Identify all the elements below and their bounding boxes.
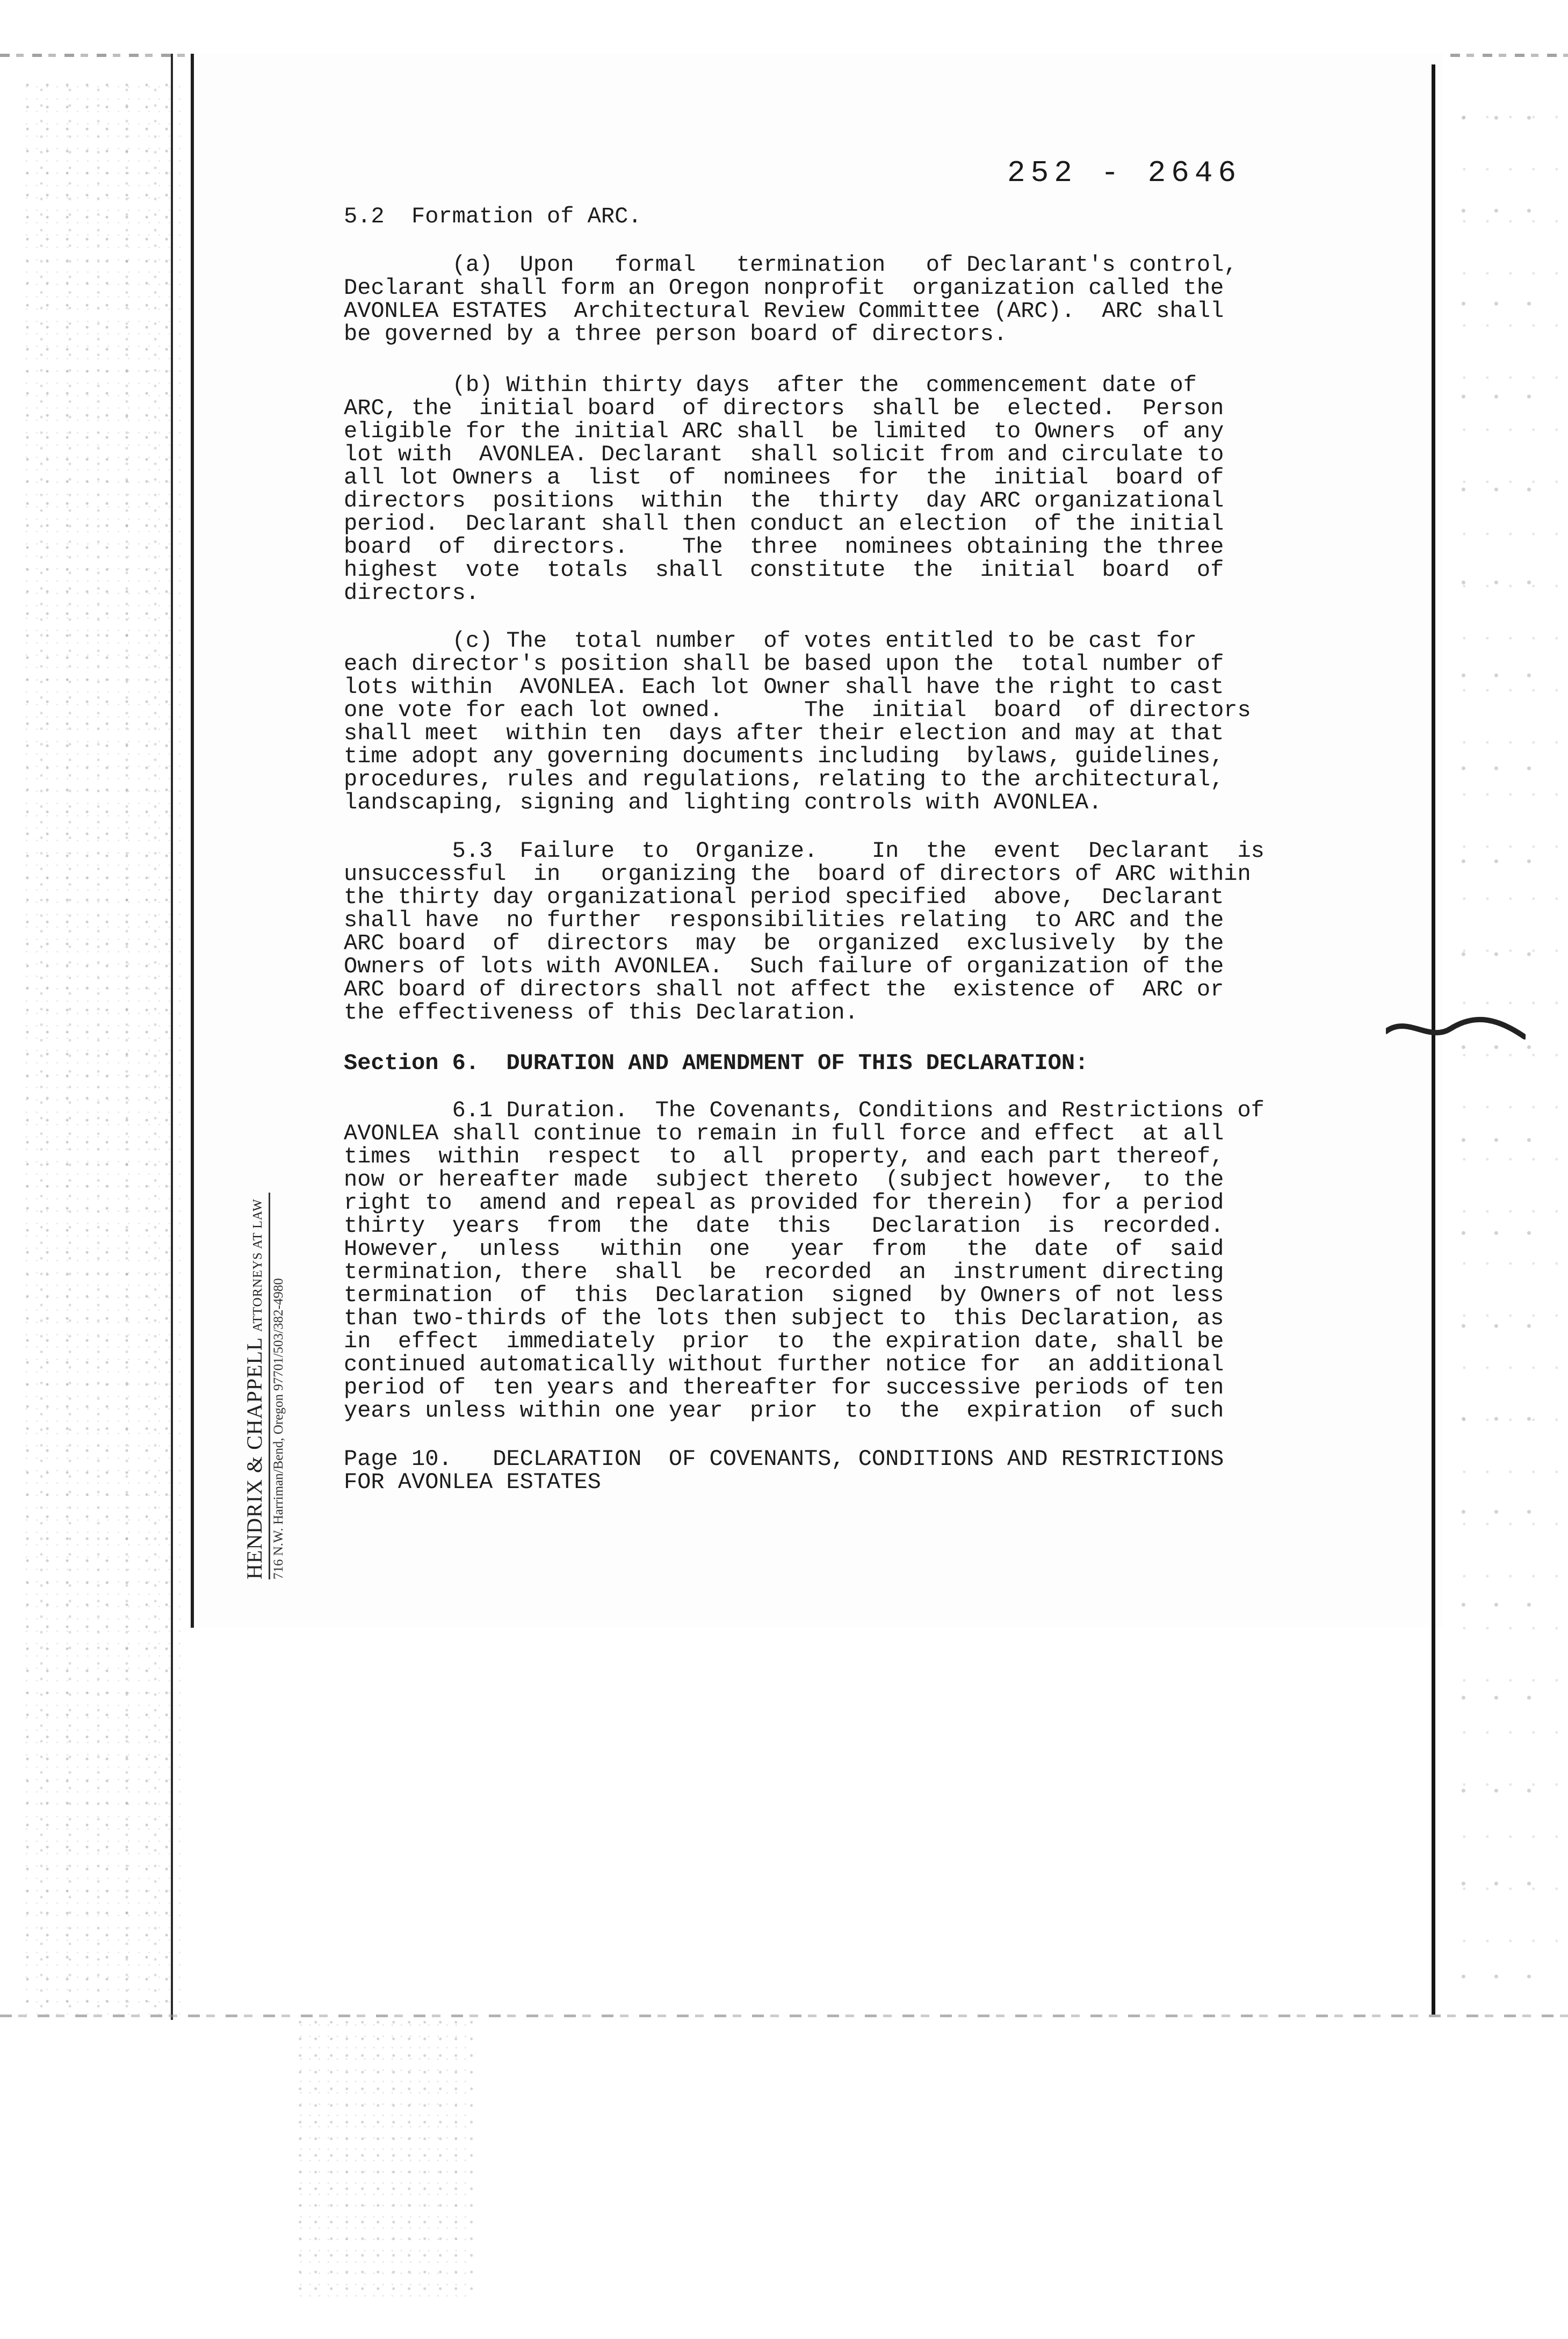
- section-heading: Section 6. DURATION AND AMENDMENT OF THIS DECLARATION:: [344, 1050, 1089, 1076]
- firm-name-second: CHAPPELL: [242, 1332, 266, 1456]
- firm-address: 716 N.W. Harriman/Bend, Oregon 97701/503/382-4980: [271, 1278, 286, 1579]
- body-line: one vote for each lot owned. The initial board of directors: [344, 697, 1251, 723]
- body-line: period of ten years and thereafter for successive periods of ten: [344, 1375, 1224, 1400]
- body-line: times within respect to all property, and each part thereof,: [344, 1144, 1224, 1170]
- body-line: ARC board of directors shall not affect the existence of ARC or: [344, 977, 1224, 1002]
- body-line: be governed by a three person board of directors.: [344, 321, 1008, 347]
- body-line: time adopt any governing documents including bylaws, guidelines,: [344, 743, 1224, 769]
- page-left-border: [171, 54, 173, 2020]
- body-line: (b) Within thirty days after the commencement date of: [344, 372, 1197, 398]
- body-line: directors.: [344, 580, 480, 606]
- body-line: AVONLEA ESTATES Architectural Review Committee (ARC). ARC shall: [344, 298, 1224, 324]
- body-line: unsuccessful in organizing the board of directors of ARC within: [344, 861, 1251, 887]
- firm-name-main: HENDRIX: [242, 1473, 266, 1579]
- body-line: the effectiveness of this Declaration.: [344, 1000, 858, 1026]
- body-line: in effect immediately prior to the expiration date, shall be: [344, 1329, 1224, 1354]
- scan-mark: [1386, 1010, 1526, 1053]
- body-line: shall have no further responsibilities relating to ARC and the: [344, 907, 1224, 933]
- firm-name: [242, 1199, 267, 1579]
- body-line: highest vote totals shall constitute the initial board of: [344, 557, 1224, 583]
- firm-suffix: ATTORNEYS AT LAW: [251, 1199, 265, 1332]
- body-line: Owners of lots with AVONLEA. Such failure of organization of the: [344, 954, 1224, 979]
- document-number: 252 - 2646: [1007, 156, 1242, 190]
- body-line: However, unless within one year from the date of said: [344, 1236, 1224, 1262]
- body-line: 5.2 Formation of ARC.: [344, 204, 642, 229]
- firm-ampersand: &: [242, 1455, 266, 1474]
- body-line: now or hereafter made subject thereto (subject however, to the: [344, 1167, 1224, 1193]
- body-line: each director's position shall be based upon the total number of: [344, 651, 1224, 677]
- body-line: shall meet within ten days after their election and may at that: [344, 720, 1224, 746]
- body-line: Declarant shall form an Oregon nonprofit organization called the: [344, 275, 1224, 301]
- body-line: (c) The total number of votes entitled to be cast for: [344, 628, 1197, 654]
- body-line: 6.1 Duration. The Covenants, Conditions and Restrictions of: [344, 1098, 1264, 1123]
- body-line: directors positions within the thirty day ARC organizational: [344, 488, 1224, 514]
- body-line: than two-thirds of the lots then subject to this Declaration, as: [344, 1305, 1224, 1331]
- body-line: years unless within one year prior to the expiration of such: [344, 1398, 1224, 1424]
- body-line: continued automatically without further notice for an additional: [344, 1352, 1224, 1377]
- body-line: all lot Owners a list of nominees for the initial board of: [344, 465, 1224, 490]
- body-line: ARC, the initial board of directors shall be elected. Person: [344, 395, 1224, 421]
- body-line: period. Declarant shall then conduct an election of the initial: [344, 511, 1224, 537]
- law-firm-sidebar: [242, 1199, 286, 1579]
- scan-bottom-edge: [0, 2015, 1568, 2017]
- body-line: AVONLEA shall continue to remain in full force and effect at all: [344, 1121, 1224, 1146]
- body-line: eligible for the initial ARC shall be limited to Owners of any: [344, 418, 1224, 444]
- body-line: board of directors. The three nominees obtaining the three: [344, 534, 1224, 560]
- body-line: procedures, rules and regulations, relating to the architectural,: [344, 767, 1224, 792]
- body-line: lot with AVONLEA. Declarant shall solicit from and circulate to: [344, 442, 1224, 467]
- scan-noise-left: [21, 81, 183, 2015]
- scan-noise-bottom: [295, 2017, 473, 2297]
- body-line: Page 10. DECLARATION OF COVENANTS, CONDITIONS AND RESTRICTIONS: [344, 1446, 1224, 1472]
- body-line: lots within AVONLEA. Each lot Owner shall have the right to cast: [344, 674, 1224, 700]
- body-line: termination of this Declaration signed by Owners of not less: [344, 1282, 1224, 1308]
- body-line: thirty years from the date this Declaration is recorded.: [344, 1213, 1224, 1239]
- body-line: the thirty day organizational period specified above, Declarant: [344, 884, 1224, 910]
- body-line: ARC board of directors may be organized exclusively by the: [344, 930, 1224, 956]
- body-line: FOR AVONLEA ESTATES: [344, 1469, 601, 1495]
- body-line: (a) Upon formal termination of Declarant's control,: [344, 252, 1238, 278]
- body-line: termination, there shall be recorded an instrument directing: [344, 1259, 1224, 1285]
- body-line: 5.3 Failure to Organize. In the event Declarant is: [344, 838, 1264, 864]
- body-line: landscaping, signing and lighting controls with AVONLEA.: [344, 790, 1102, 815]
- body-line: right to amend and repeal as provided for therein) for a period: [344, 1190, 1224, 1216]
